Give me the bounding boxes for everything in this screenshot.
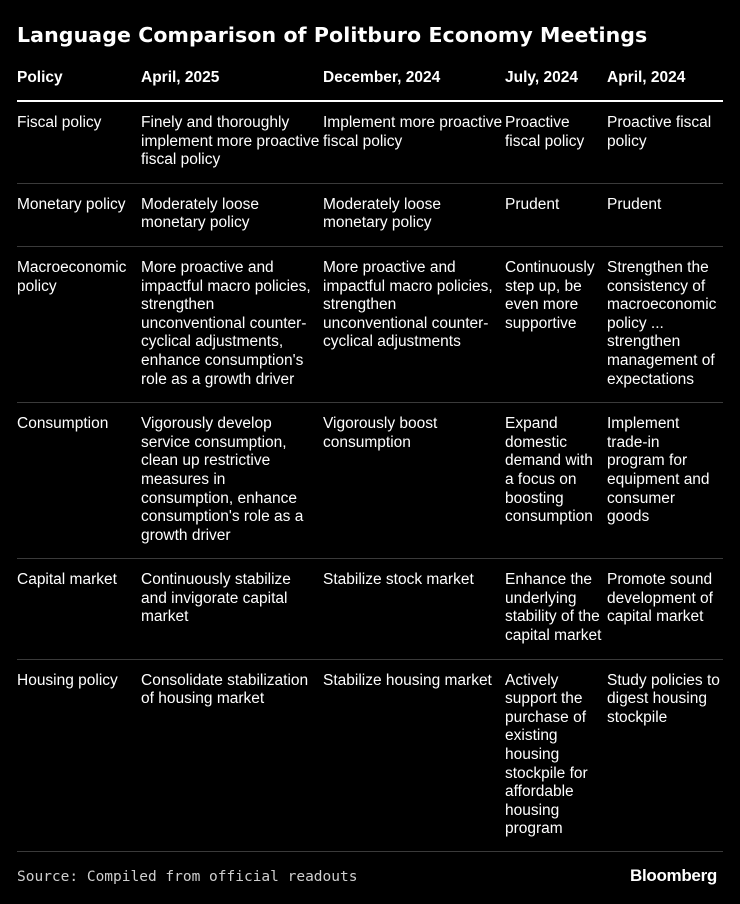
table-cell: Consolidate stabilization of housing market: [141, 659, 323, 851]
table-row: [17, 101, 723, 183]
row-label: Monetary policy: [17, 183, 141, 246]
table-cell: Moderately loose monetary policy: [323, 183, 505, 246]
table-row: [17, 559, 723, 659]
table-cell: Stabilize stock market: [323, 559, 505, 659]
header-row: [17, 66, 723, 101]
table-cell: Finely and thoroughly implement more proactive fiscal policy: [141, 101, 323, 183]
table-cell: Implement trade-in program for equipment and consumer goods: [607, 403, 723, 559]
table-cell: Implement more proactive fiscal policy: [323, 101, 505, 183]
row-label: Housing policy: [17, 659, 141, 851]
column-header-december-2024: December, 2024: [323, 66, 505, 101]
table-cell: Prudent: [607, 183, 723, 246]
row-label: Fiscal policy: [17, 101, 141, 183]
table-cell: Prudent: [505, 183, 607, 246]
table-cell: Study policies to digest housing stockpile: [607, 659, 723, 851]
comparison-table: [17, 66, 723, 852]
row-label: Consumption: [17, 403, 141, 559]
table-row: [17, 403, 723, 559]
table-cell: Continuously step up, be even more supportive: [505, 246, 607, 402]
row-label: Capital market: [17, 559, 141, 659]
chart-title: Language Comparison of Politburo Economy Meetings: [17, 23, 648, 47]
column-header-policy: Policy: [17, 66, 141, 101]
table-cell: Vigorously develop service consumption, clean up restrictive measures in consumption, enhance consumption's role as a growth driver: [141, 403, 323, 559]
bloomberg-logo: Bloomberg: [629, 866, 717, 885]
table-cell: Enhance the underlying stability of the capital market: [505, 559, 607, 659]
table-row: [17, 246, 723, 402]
table-cell: Expand domestic demand with a focus on boosting consumption: [505, 403, 607, 559]
table-cell: Stabilize housing market: [323, 659, 505, 851]
table-cell: Actively support the purchase of existing housing stockpile for affordable housing program: [505, 659, 607, 851]
table-cell: Vigorously boost consumption: [323, 403, 505, 559]
table-cell: Continuously stabilize and invigorate capital market: [141, 559, 323, 659]
row-label: Macroeconomic policy: [17, 246, 141, 402]
table-cell: Proactive fiscal policy: [505, 101, 607, 183]
table-row: [17, 183, 723, 246]
column-header-july-2024: July, 2024: [505, 66, 607, 101]
table-cell: Strengthen the consistency of macroeconomic policy ... strengthen management of expectations: [607, 246, 723, 402]
table-cell: Promote sound development of capital market: [607, 559, 723, 659]
table-row: [17, 659, 723, 851]
source-note: Source: Compiled from official readouts: [17, 869, 358, 885]
column-header-april-2025: April, 2025: [141, 66, 323, 101]
table-cell: More proactive and impactful macro policies, strengthen unconventional counter-cyclical adjustments: [323, 246, 505, 402]
column-header-april-2024: April, 2024: [607, 66, 723, 101]
table-cell: More proactive and impactful macro policies, strengthen unconventional counter-cyclical adjustments, enhance consumption's role as a growth driver: [141, 246, 323, 402]
table-cell: Proactive fiscal policy: [607, 101, 723, 183]
table-cell: Moderately loose monetary policy: [141, 183, 323, 246]
